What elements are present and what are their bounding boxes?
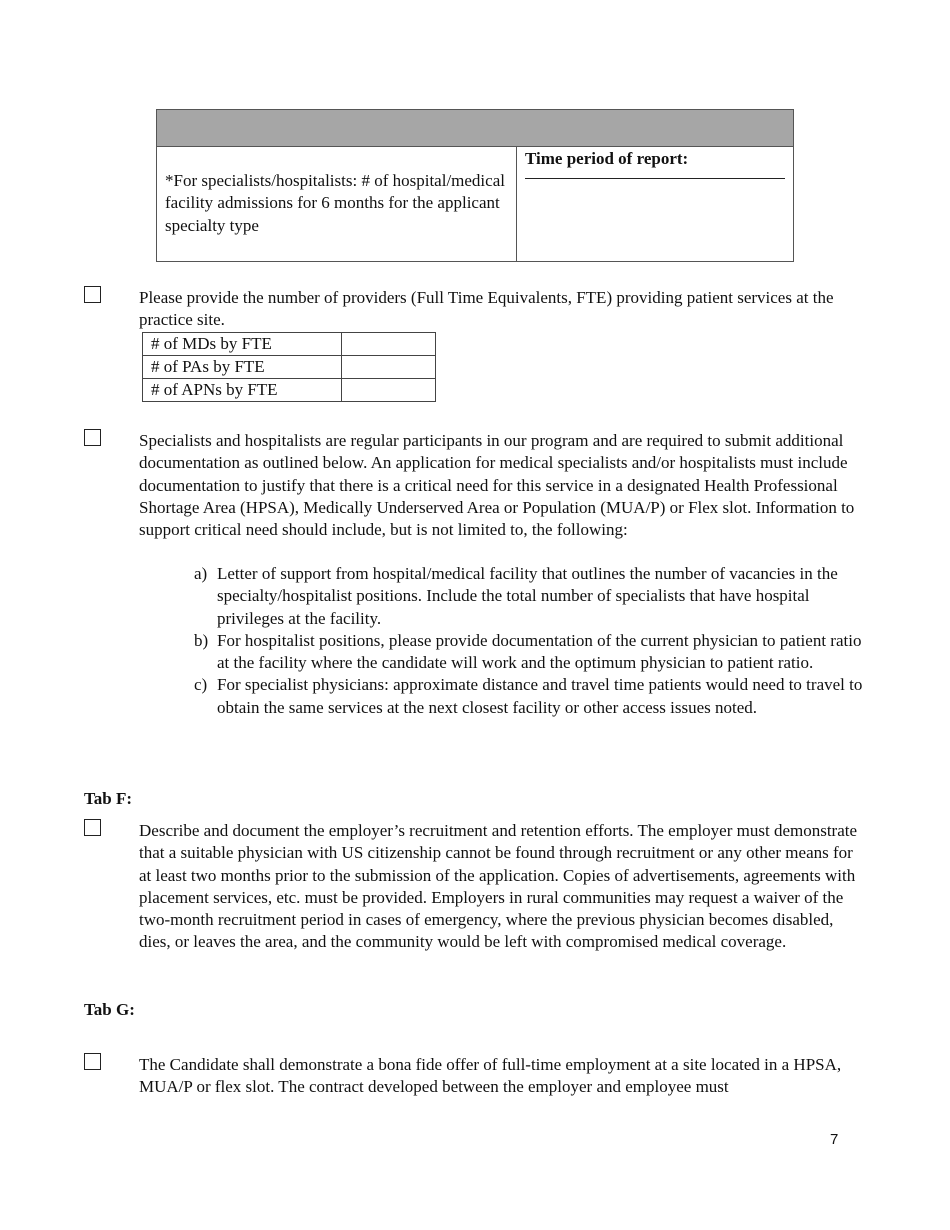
list-marker: a)	[194, 564, 208, 583]
list-item-text: Letter of support from hospital/medical facility that outlines the number of vacancies in the specialty/hospitalist positions. Include the total number of specialists that have hospital privileges at the facility.	[217, 564, 838, 628]
tab-f-checkbox[interactable]	[84, 819, 101, 836]
tab-f-heading: Tab F:	[84, 789, 133, 808]
admissions-cell: *For specialists/hospitalists: # of hospital/medical facility admissions for 6 months for the applicant specialty type	[165, 171, 505, 235]
fte-label-pas: # of PAs by FTE	[143, 356, 342, 379]
table-column-divider	[516, 146, 517, 261]
providers-checkbox[interactable]	[84, 286, 101, 303]
fte-value-pas[interactable]	[342, 356, 436, 379]
fte-value-apns[interactable]	[342, 379, 436, 402]
report-table	[156, 109, 794, 262]
fte-label-mds: # of MDs by FTE	[143, 333, 342, 356]
list-item	[194, 674, 874, 719]
time-period-label: Time period of report:	[525, 149, 689, 168]
table-header-bar	[157, 110, 793, 147]
specialists-paragraph: Specialists and hospitalists are regular participants in our program and are required to submit additional documentation as outlined below. An application for medical specialists and/or hospitalists must include documentation to justify that there is a critical need for this service in a designated Health Professional Shortage Area (HPSA), Medically Underserved Area or Population (MUA/P) or Flex slot. Information to support critical need should include, but is not limited to, the following:	[139, 431, 855, 540]
list-item-text: For hospitalist positions, please provide documentation of the current physician to patient ratio at the facility where the candidate will work and the optimum physician to patient ratio.	[217, 630, 862, 673]
list-item	[194, 563, 874, 630]
fte-label-apns: # of APNs by FTE	[143, 379, 342, 402]
tab-f-paragraph: Describe and document the employer’s recruitment and retention efforts. The employer must demonstrate that a suitable physician with US citizenship cannot be found through recruitment or any other means for at least two months prior to the submission of the application. Copies of advertisements, agreements with placement services, etc. must be provided. Employers in rural communities may request a waiver of the two-month recruitment period in cases of emergency, where the previous physician becomes disabled, dies, or leaves the area, and the community would be left with compromised medical coverage.	[139, 821, 858, 952]
list-marker: b)	[194, 630, 209, 650]
page-number: 7	[830, 1131, 839, 1148]
time-period-cell	[525, 146, 791, 179]
tab-g-checkbox[interactable]	[84, 1053, 101, 1070]
table-row	[143, 379, 436, 402]
critical-need-list	[194, 563, 874, 719]
table-row	[143, 356, 436, 379]
tab-g-heading: Tab G:	[84, 1000, 135, 1019]
list-item-text: For specialist physicians: approximate distance and travel time patients would need to travel to obtain the same services at the next closest facility or other access issues noted.	[217, 675, 863, 717]
list-item	[194, 630, 874, 675]
providers-paragraph: Please provide the number of providers (Full Time Equivalents, FTE) providing patient services at the practice site.	[139, 288, 834, 330]
tab-g-paragraph: The Candidate shall demonstrate a bona fide offer of full-time employment at a site located in a HPSA, MUA/P or flex slot. The contract developed between the employer and employee must	[139, 1055, 842, 1097]
time-period-blank-line[interactable]	[525, 178, 785, 179]
fte-table	[142, 332, 436, 402]
table-row	[143, 333, 436, 356]
fte-value-mds[interactable]	[342, 333, 436, 356]
list-marker: c)	[194, 675, 208, 695]
specialists-checkbox[interactable]	[84, 429, 101, 446]
